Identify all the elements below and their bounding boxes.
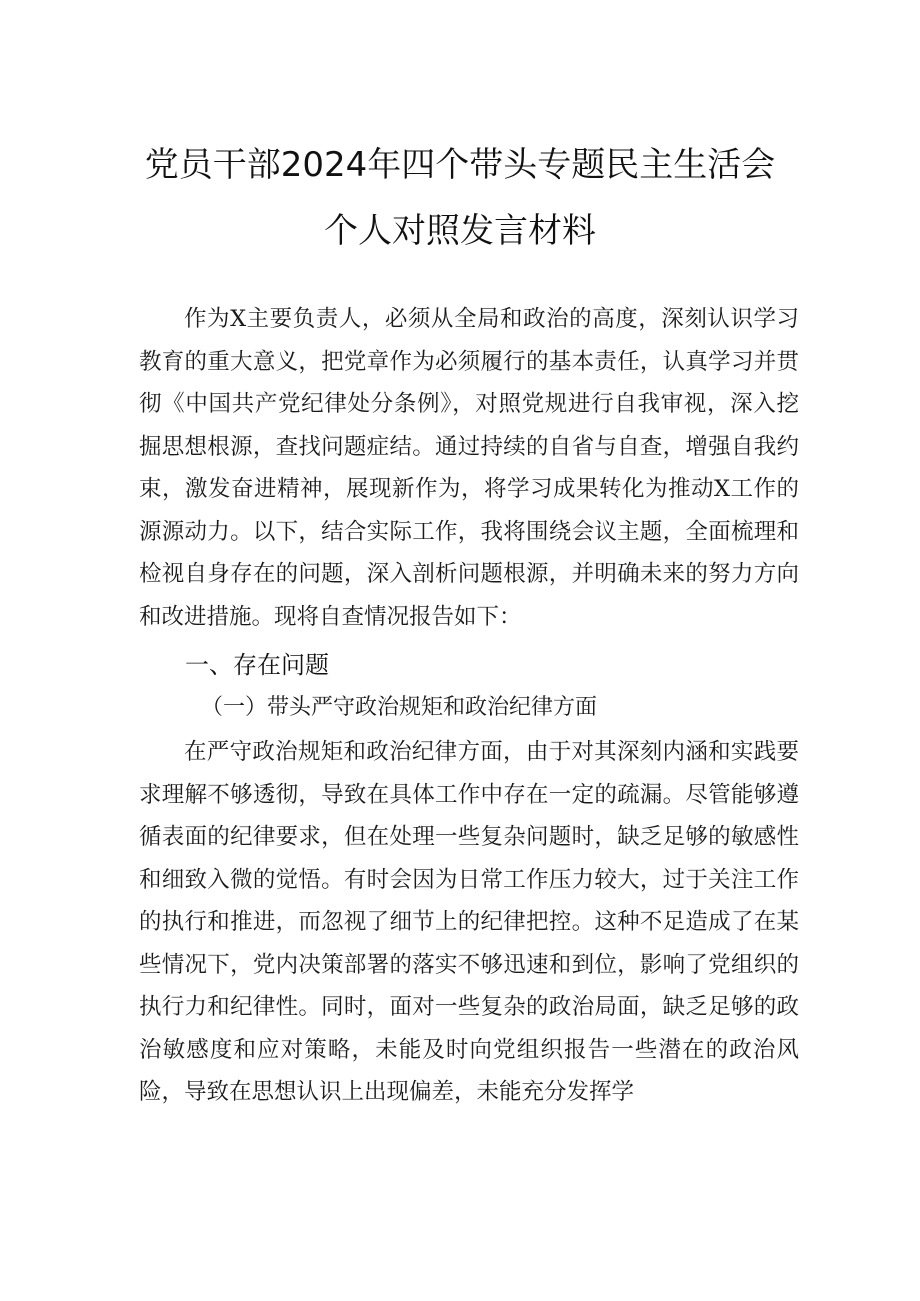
document-title-line-2: 个人对照发言材料	[324, 211, 596, 251]
subsection-heading-political-discipline: （一）带头严守政治规矩和政治纪律方面	[201, 695, 598, 720]
subsection-paragraph: 在严守政治规矩和政治纪律方面，由于对其深刻内涵和实践要求理解不够透彻，导致在具体工作中存在一定的疏漏。尽管能够遵循表面的纪律要求，但在处理一些复杂问题时，缺乏足够的敏感性和细致入微的觉悟。有时会因为日常工作压力较大，过于关注工作的执行和推进，而忽视了细节上的纪律把控。这种不足造成了在某些情况下，党内决策部署的落实不够迅速和到位，影响了党组织的执行力和纪律性。同时，面对一些复杂的政治局面，缺乏足够的政治敏感度和应对策略，未能及时向党组织报告一些潜在的政治风险，导致在思想认识上出现偏差，未能充分发挥学	[139, 739, 799, 1105]
section-heading-problems: 一、存在问题	[185, 651, 329, 679]
document-title-line-1: 党员干部2024年四个带头专题民主生活会	[144, 145, 776, 185]
intro-paragraph: 作为X主要负责人，必须从全局和政治的高度，深刻认识学习教育的重大意义，把党章作为必须履行的基本责任，认真学习并贯彻《中国共产党纪律处分条例》，对照党规进行自我审视，深入挖掘思想根源，查找问题症结。通过持续的自省与自查，增强自我约束，激发奋进精神，展现新作为，将学习成果转化为推动X工作的源源动力。以下，结合实际工作，我将围绕会议主题，全面梳理和检视自身存在的问题，深入剖析问题根源，并明确未来的努力方向和改进措施。现将自查情况报告如下：	[139, 306, 799, 630]
